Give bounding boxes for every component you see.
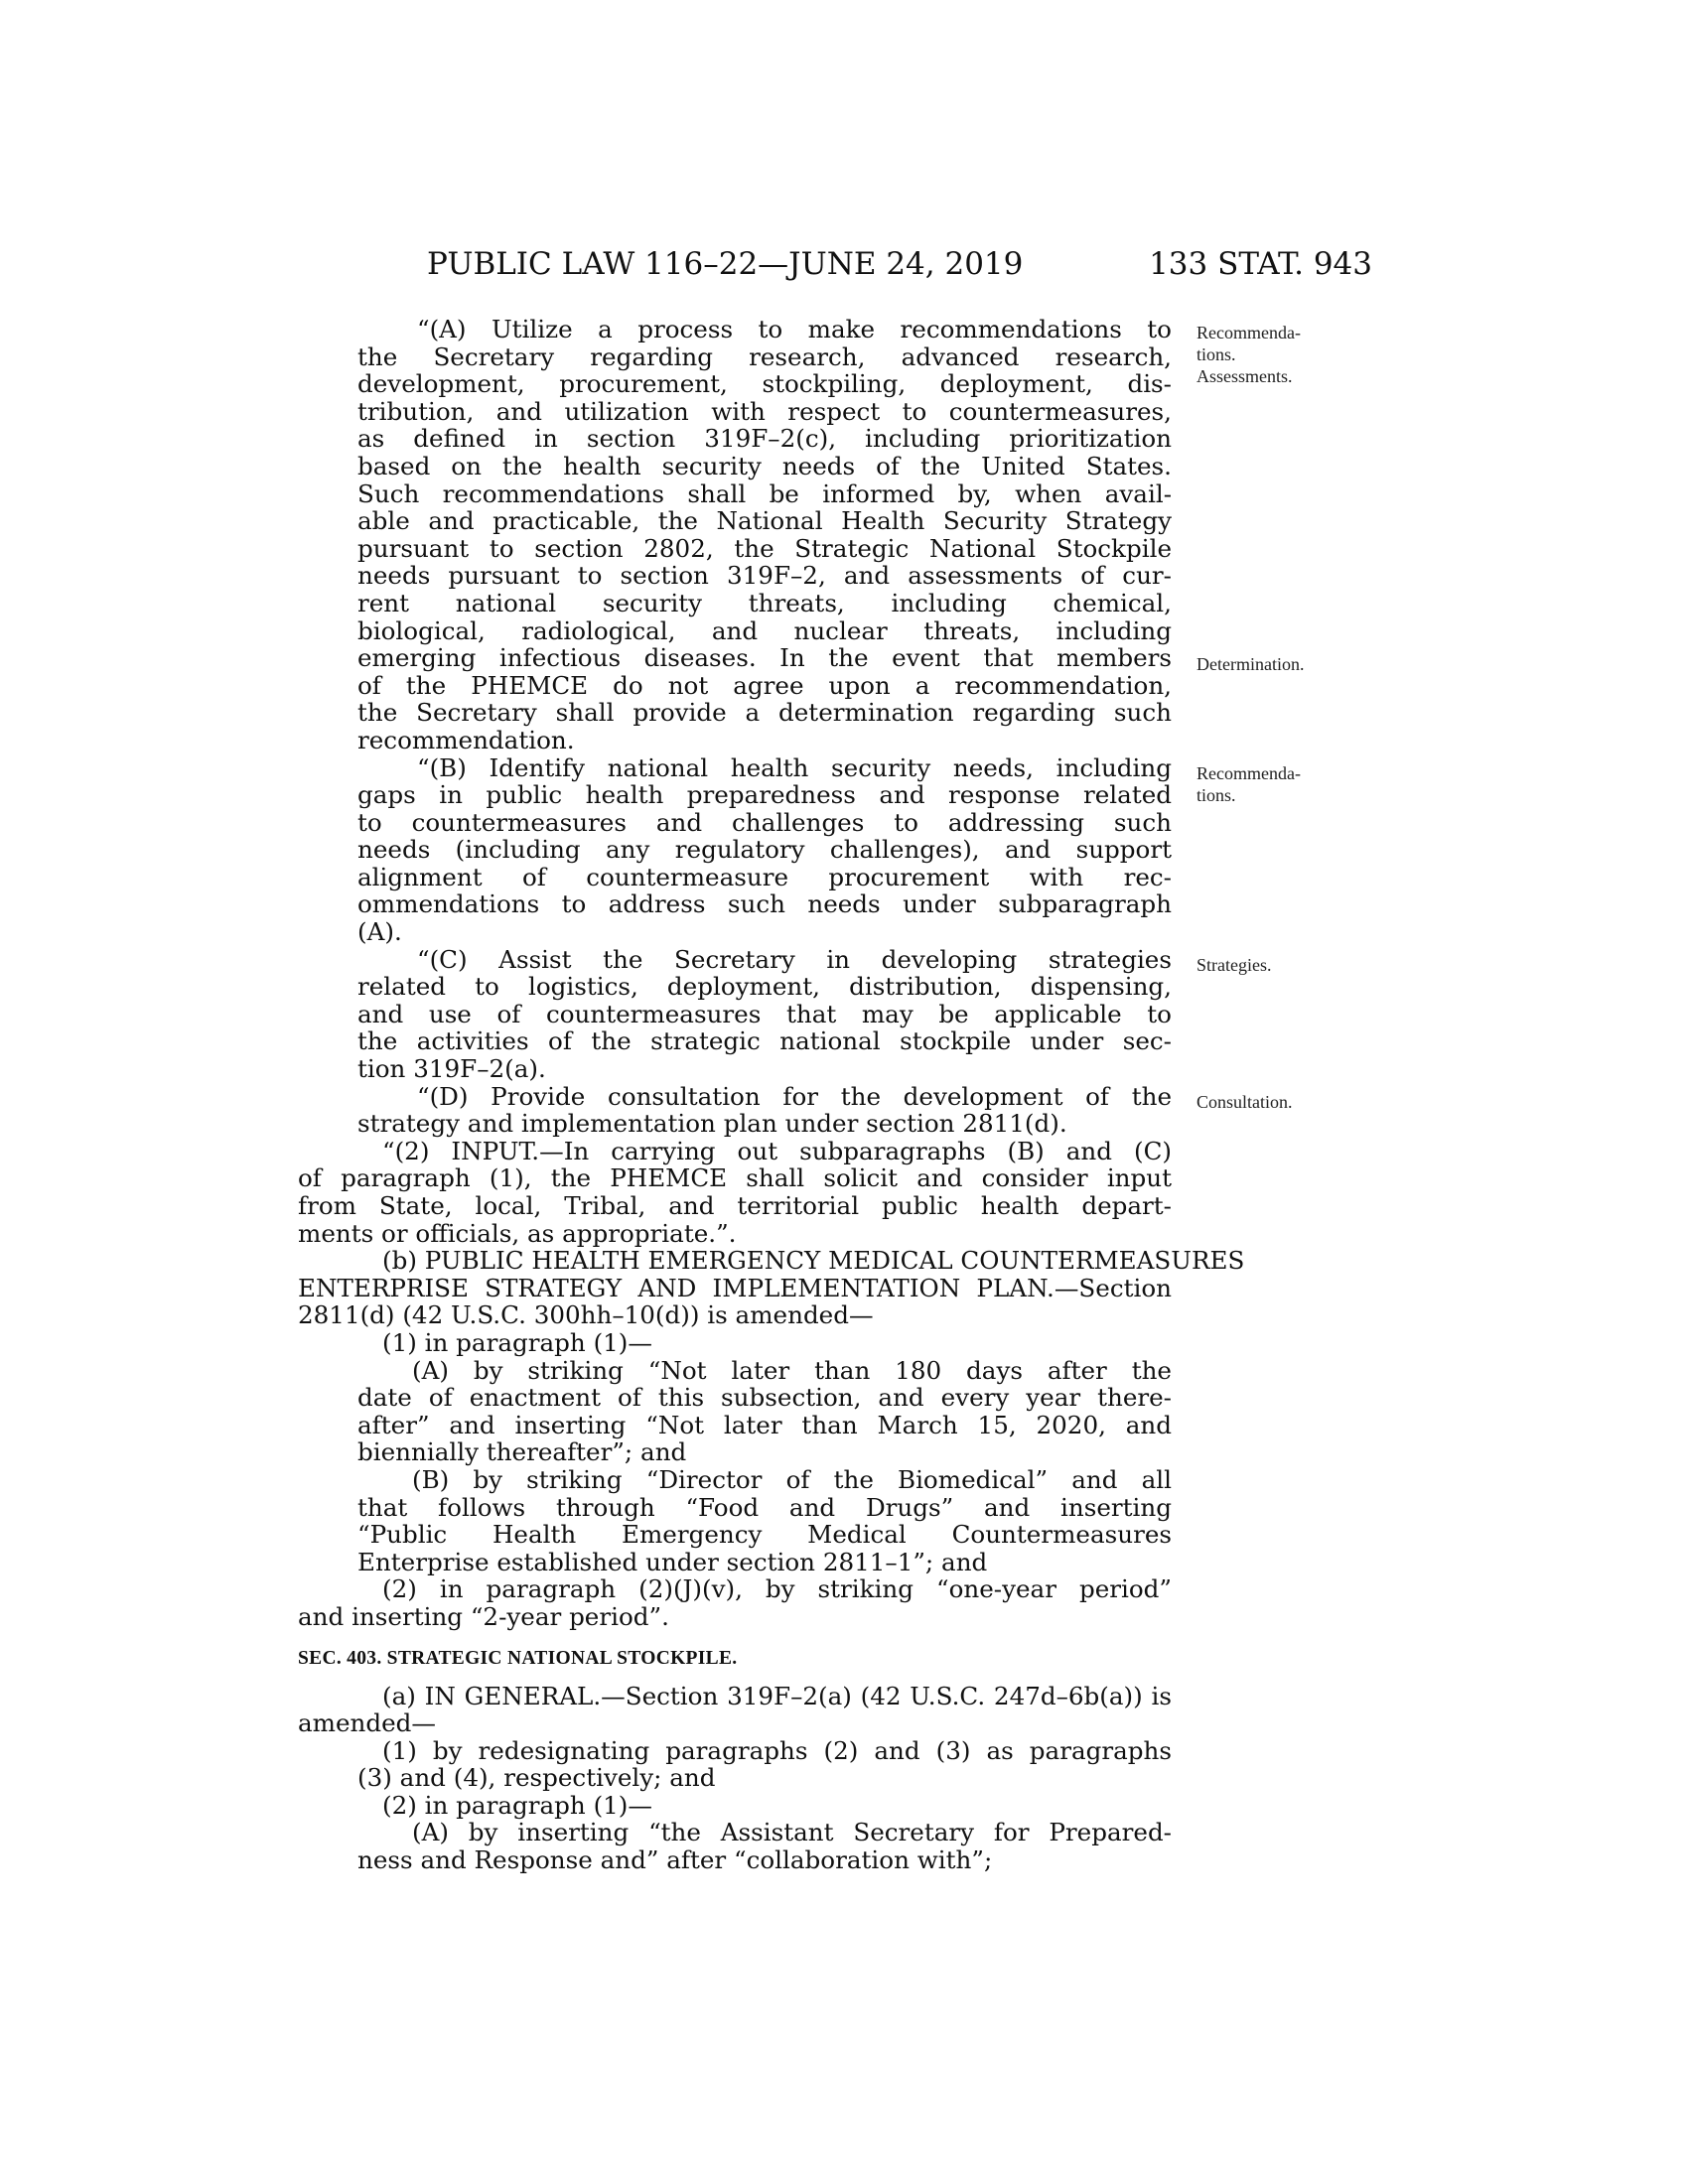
margin-note-line: Recommenda-: [1196, 323, 1301, 342]
text-line: (a) IN GENERAL.—Section 319F–2(a) (42 U.S.C. 247d–6b(a)) is: [382, 1681, 1172, 1710]
item-1a: [298, 1357, 1172, 1466]
text-line: tribution, and utilization with respect to countermeasures,: [357, 396, 1172, 426]
statute-body: [298, 315, 1245, 1875]
text-line: gaps in public health preparedness and response related: [357, 780, 1172, 810]
margin-note-line: Assessments.: [1196, 366, 1293, 386]
text-line: development, procurement, stockpiling, deployment, dis-: [357, 369, 1172, 399]
section-403-a2: (2) in paragraph (1)—: [382, 1790, 652, 1820]
margin-note-consultation: Consultation.: [1196, 1092, 1293, 1112]
margin-note-recommendations-assessments: [1196, 322, 1365, 387]
text-line: “(B) Identify national health security needs, including: [417, 752, 1172, 782]
paragraph-1a: [298, 316, 1172, 754]
paragraph-2-input: [298, 1138, 1172, 1247]
margin-note-strategies: Strategies.: [1196, 955, 1272, 975]
text-line: and inserting “2-year period”.: [298, 1601, 669, 1631]
text-line: needs pursuant to section 319F–2, and assessments of cur-: [357, 561, 1172, 591]
margin-note-determination: Determination.: [1196, 654, 1305, 674]
text-line: (A) by striking “Not later than 180 days after the: [412, 1355, 1172, 1385]
text-line: 2811(d) (42 U.S.C. 300hh–10(d)) is amended—: [298, 1300, 874, 1330]
margin-note-recommendations: [1196, 762, 1365, 806]
item-2: [298, 1575, 1172, 1630]
text-line: date of enactment of this subsection, and every year there-: [357, 1383, 1172, 1413]
text-line: emerging infectious diseases. In the event that members: [357, 643, 1172, 673]
text-line: biennially thereafter”; and: [357, 1437, 687, 1467]
item-1b: [298, 1466, 1172, 1575]
text-line: “(D) Provide consultation for the development of the: [417, 1081, 1172, 1111]
text-line: that follows through “Food and Drugs” and inserting: [357, 1492, 1172, 1522]
margin-note-line: tions.: [1196, 344, 1236, 364]
text-line: based on the health security needs of the United States.: [357, 451, 1172, 480]
subsection-b-plan: [298, 1246, 1245, 1330]
text-line: (3) and (4), respectively; and: [357, 1763, 716, 1793]
text-line: (A).: [357, 917, 402, 947]
text-line: “(A) Utilize a process to make recommendations to: [417, 315, 1172, 343]
text-line: ENTERPRISE STRATEGY AND IMPLEMENTATION PLAN.—Section: [298, 1273, 1172, 1302]
text-line: “(2) INPUT.—In carrying out subparagraphs (B) and (C): [382, 1136, 1172, 1165]
statute-page-number: 133 STAT. 943: [1149, 246, 1372, 282]
text-line: ness and Response and” after “collaboration with”;: [357, 1845, 993, 1875]
text-line: the Secretary regarding research, advanced research,: [357, 341, 1172, 371]
text-line: to countermeasures and challenges to addressing such: [357, 807, 1172, 837]
running-head-title: PUBLIC LAW 116–22—JUNE 24, 2019: [427, 246, 1024, 282]
text-line: related to logistics, deployment, distribution, dispensing,: [357, 972, 1172, 1002]
paragraph-1b: [298, 754, 1172, 946]
text-line: alignment of countermeasure procurement with rec-: [357, 862, 1172, 891]
section-403-a1: [298, 1737, 1172, 1792]
text-line: and use of countermeasures that may be applicable to: [357, 999, 1172, 1028]
text-line: biological, radiological, and nuclear threats, including: [357, 615, 1172, 645]
text-line: the Secretary shall provide a determination regarding such: [357, 698, 1172, 728]
text-line: (A) by inserting “the Assistant Secretary for Prepared-: [412, 1818, 1172, 1847]
text-line: of paragraph (1), the PHEMCE shall solicit and consider input: [298, 1163, 1172, 1193]
text-line: Such recommendations shall be informed by, when avail-: [357, 478, 1172, 508]
text-line: after” and inserting “Not later than March 15, 2020, and: [357, 1410, 1172, 1439]
page-header: [427, 246, 1372, 290]
text-line: as defined in section 319F–2(c), including prioritization: [357, 424, 1172, 454]
text-line: recommendation.: [357, 725, 575, 754]
section-heading: SEC. 403. STRATEGIC NATIONAL STOCKPILE.: [298, 1647, 738, 1669]
section-403-a2a: [298, 1819, 1172, 1873]
item-1: (1) in paragraph (1)—: [382, 1327, 652, 1357]
text-line: rent national security threats, including chemical,: [357, 588, 1172, 617]
text-line: of the PHEMCE do not agree upon a recommendation,: [357, 670, 1172, 700]
text-line: from State, local, Tribal, and territorial public health depart-: [298, 1191, 1172, 1220]
text-line: ommendations to address such needs under subparagraph: [357, 889, 1172, 919]
text-line: strategy and implementation plan under section 2811(d).: [357, 1109, 1067, 1139]
text-line: ments or officials, as appropriate.”.: [298, 1218, 737, 1248]
paragraph-1d: [298, 1083, 1172, 1138]
text-line: “(C) Assist the Secretary in developing strategies: [417, 944, 1172, 974]
text-line: (2) in paragraph (2)(J)(v), by striking “one-year period”: [382, 1574, 1172, 1604]
text-line: “Public Health Emergency Medical Countermeasures: [357, 1520, 1172, 1550]
text-line: (b) PUBLIC HEALTH EMERGENCY MEDICAL COUNTERMEASURES: [382, 1246, 1245, 1276]
text-line: needs (including any regulatory challenges), and support: [357, 835, 1172, 865]
text-line: able and practicable, the National Health Security Strategy: [357, 506, 1172, 536]
text-line: Enterprise established under section 2811–1”; and: [357, 1547, 988, 1576]
text-line: pursuant to section 2802, the Strategic National Stockpile: [357, 533, 1172, 563]
text-line: amended—: [298, 1708, 437, 1738]
text-line: the activities of the strategic national stockpile under sec-: [357, 1026, 1172, 1056]
text-line: tion 319F–2(a).: [357, 1054, 546, 1084]
paragraph-1c: [298, 946, 1172, 1083]
text-line: (B) by striking “Director of the Biomedical” and all: [412, 1464, 1172, 1494]
margin-note-line: Recommenda-: [1196, 763, 1301, 783]
text-line: (1) by redesignating paragraphs (2) and (3) as paragraphs: [382, 1735, 1172, 1765]
margin-note-line: tions.: [1196, 785, 1236, 805]
section-403-a: [298, 1683, 1172, 1737]
